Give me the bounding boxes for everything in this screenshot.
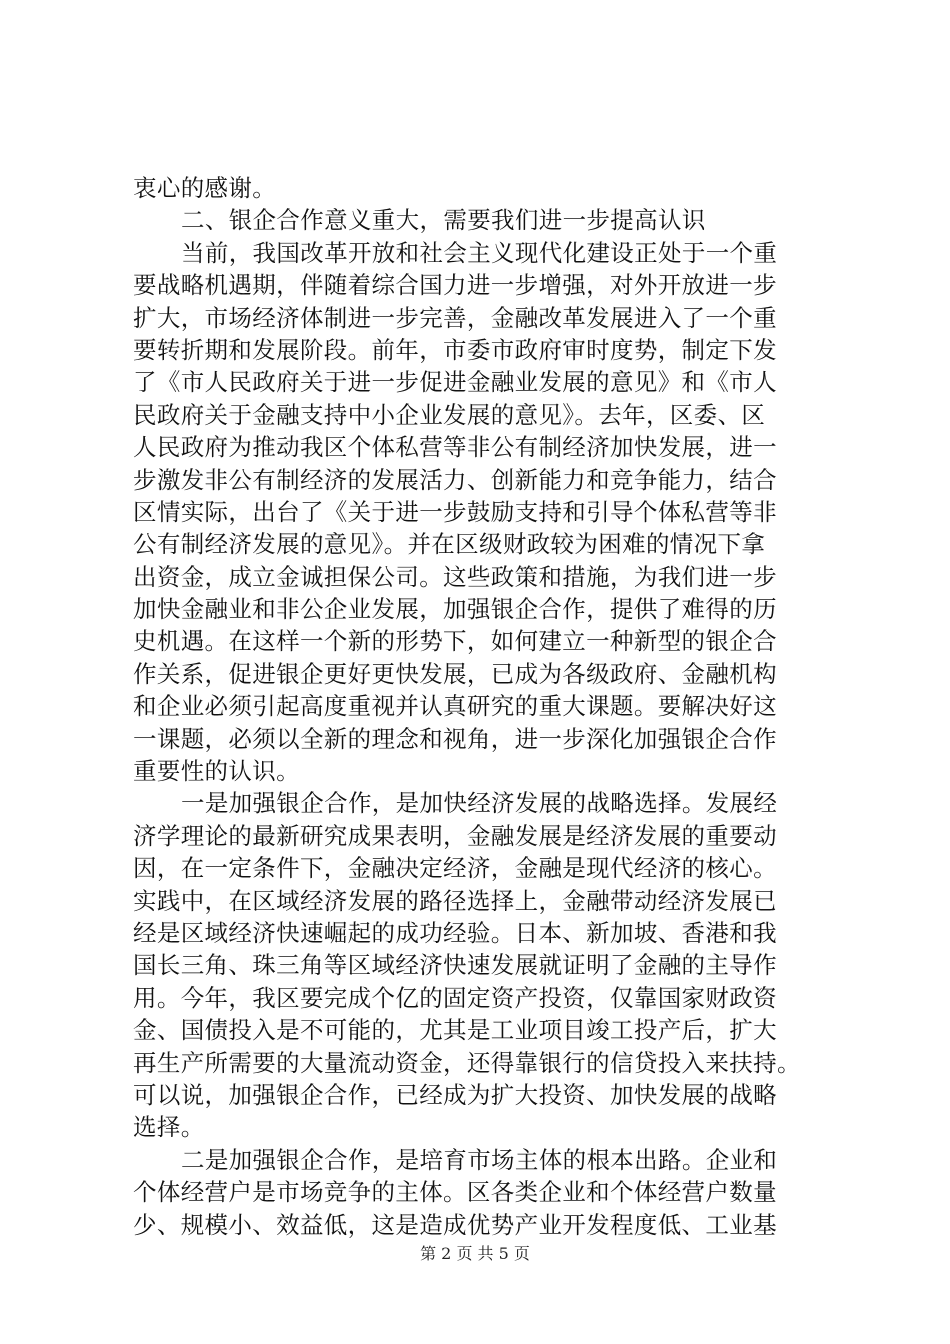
text-line: 扩大，市场经济体制进一步完善，金融改革发展进入了一个重 <box>133 303 777 332</box>
text-line: 区情实际，出台了《关于进一步鼓励支持和引导个体私营等非 <box>133 497 777 526</box>
text-line: 加快金融业和非公企业发展，加强银企合作，提供了难得的历 <box>133 595 777 624</box>
text-line: 步激发非公有制经济的发展活力、创新能力和竞争能力，结合 <box>133 465 777 494</box>
text-line: 要战略机遇期，伴随着综合国力进一步增强，对外开放进一步 <box>133 271 777 300</box>
text-line: 重要性的认识。 <box>133 757 300 786</box>
text-line: 国长三角、珠三角等区域经济快速发展就证明了金融的主导作 <box>133 951 777 980</box>
text-line: 少、规模小、效益低，这是造成优势产业开发程度低、工业基 <box>133 1210 777 1239</box>
text-line: 要转折期和发展阶段。前年，市委市政府审时度势，制定下发 <box>133 335 777 364</box>
text-line: 二、银企合作意义重大，需要我们进一步提高认识 <box>181 206 706 235</box>
text-line: 作关系，促进银企更好更快发展，已成为各级政府、金融机构 <box>133 659 777 688</box>
text-line: 用。今年，我区要完成个亿的固定资产投资，仅靠国家财政资 <box>133 983 777 1012</box>
text-line: 二是加强银企合作，是培育市场主体的根本出路。企业和 <box>181 1145 778 1174</box>
text-line: 选择。 <box>133 1113 205 1142</box>
document-body <box>133 172 833 1241</box>
text-line: 可以说，加强银企合作，已经成为扩大投资、加快发展的战略 <box>133 1080 777 1109</box>
text-line: 实践中，在区域经济发展的路径选择上，金融带动经济发展已 <box>133 886 777 915</box>
text-line: 民政府关于金融支持中小企业发展的意见》。去年，区委、区 <box>133 400 766 429</box>
text-line: 人民政府为推动我区个体私营等非公有制经济加快发展，进一 <box>133 433 777 462</box>
text-line: 金、国债投入是不可能的，尤其是工业项目竣工投产后，扩大 <box>133 1016 777 1045</box>
text-line: 出资金，成立金诚担保公司。这些政策和措施，为我们进一步 <box>133 562 777 591</box>
text-line: 当前，我国改革开放和社会主义现代化建设正处于一个重 <box>181 238 778 267</box>
text-line: 衷心的感谢。 <box>133 174 277 202</box>
text-line: 一是加强银企合作，是加快经济发展的战略选择。发展经 <box>181 789 778 818</box>
text-line: 了《市人民政府关于进一步促进金融业发展的意见》和《市人 <box>133 368 777 397</box>
text-line: 一课题，必须以全新的理念和视角，进一步深化加强银企合作 <box>133 724 777 753</box>
page-footer: 第 2 页 共 5 页 <box>420 1244 530 1263</box>
text-line: 公有制经济发展的意见》。并在区级财政较为困难的情况下拿 <box>133 530 766 559</box>
text-line: 史机遇。在这样一个新的形势下，如何建立一种新型的银企合 <box>133 627 777 656</box>
text-line: 经是区域经济快速崛起的成功经验。日本、新加坡、香港和我 <box>133 918 777 947</box>
text-line: 再生产所需要的大量流动资金，还得靠银行的信贷投入来扶持。 <box>133 1048 801 1077</box>
text-line: 个体经营户是市场竞争的主体。区各类企业和个体经营户数量 <box>133 1178 777 1207</box>
text-line: 因，在一定条件下，金融决定经济，金融是现代经济的核心。 <box>133 854 777 883</box>
text-line: 和企业必须引起高度重视并认真研究的重大课题。要解决好这 <box>133 692 777 721</box>
text-line: 济学理论的最新研究成果表明，金融发展是经济发展的重要动 <box>133 821 777 850</box>
